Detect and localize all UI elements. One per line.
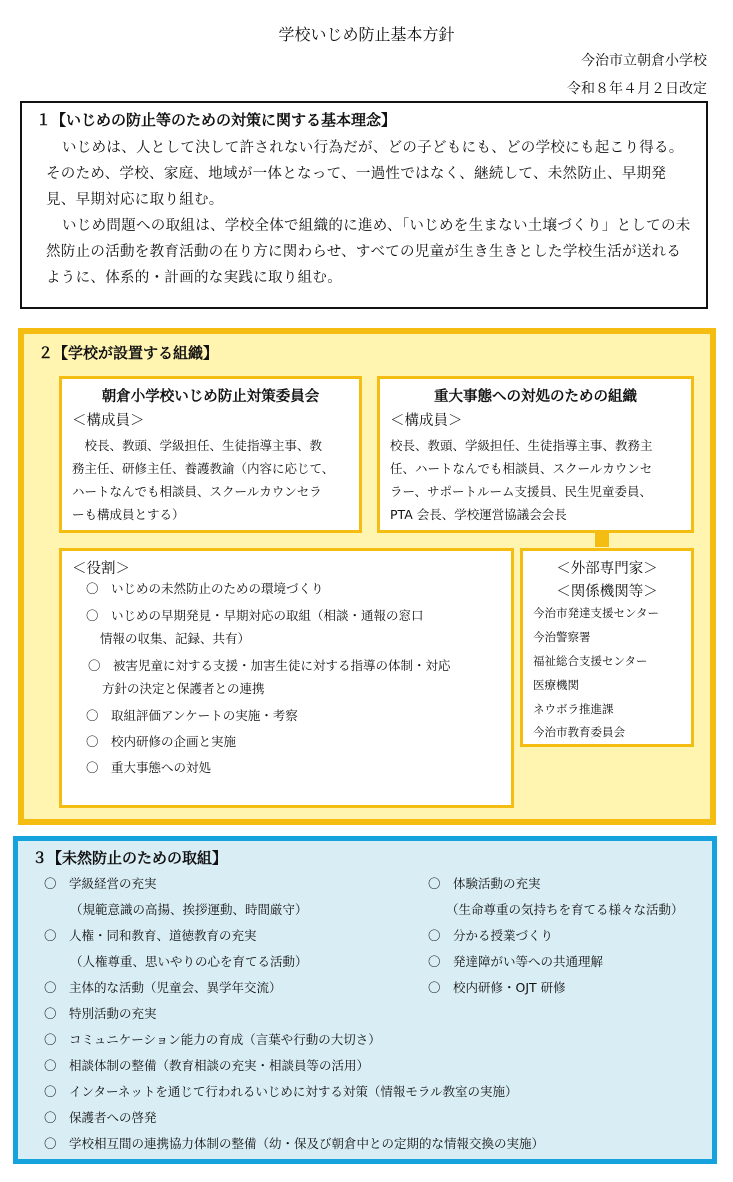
- crisis-organization-box: [377, 376, 694, 533]
- experts-label: ＜外部専門家＞: [556, 561, 658, 577]
- crisis-members-line: 任、ハートなんでも相談員、スクールカウンセ: [390, 461, 653, 476]
- role-item-continued: 方針の決定と保護者との連携: [102, 681, 265, 696]
- prevention-item: 〇 保護者への啓発: [44, 1110, 157, 1125]
- prevention-item: 〇 学級経営の充実: [44, 876, 157, 891]
- committee-members-line: 校長、教頭、学級担任、生徒指導主事、教: [72, 438, 323, 453]
- expert-item: 福祉総合支援センター: [533, 654, 648, 668]
- prevention-item-detail: （人権尊重、思いやりの心を育てる活動）: [70, 954, 308, 969]
- crisis-members-line: ラー、サポートルーム支援員、民生児童委員、: [390, 484, 653, 499]
- crisis-members-line: PTA 会長、学校運営協議会会長: [390, 507, 567, 522]
- school-name: 今治市立朝倉小学校: [581, 53, 707, 69]
- section-basic-philosophy: [20, 101, 708, 309]
- prevention-item: 〇 コミュニケーション能力の育成（言葉や行動の大切さ）: [44, 1032, 381, 1047]
- crisis-title: 重大事態への対処のための組織: [434, 389, 637, 405]
- prevention-item: 〇 分かる授業づくり: [428, 928, 554, 943]
- prevention-item-detail: （規範意識の高揚、挨拶運動、時間厳守）: [70, 902, 308, 917]
- section-prevention: [13, 836, 717, 1164]
- section1-heading: １【いじめの防止等のための対策に関する基本理念】: [36, 111, 397, 129]
- section-organization: [18, 328, 716, 825]
- committee-members-line: ーも構成員とする）: [72, 507, 185, 522]
- committee-title: 朝倉小学校いじめ防止対策委員会: [101, 389, 320, 405]
- role-item: 〇 いじめの未然防止のための環境づくり: [86, 581, 324, 596]
- page-title: 学校いじめ防止基本方針: [278, 25, 455, 44]
- prevention-item-detail: （生命尊重の気持ちを育てる様々な活動）: [446, 902, 684, 917]
- expert-item: 医療機関: [533, 678, 579, 692]
- section2-heading: ２【学校が設置する組織】: [38, 344, 219, 362]
- role-item: 〇 被害児童に対する支援・加害生徒に対する指導の体制・対応: [88, 658, 451, 673]
- roles-label: ＜役割＞: [72, 561, 130, 577]
- prevention-item: 〇 体験活動の充実: [428, 876, 541, 891]
- role-item-continued: 情報の収集、記録、共有）: [100, 631, 251, 646]
- prevention-item: 〇 特別活動の充実: [44, 1006, 157, 1021]
- expert-item: 今治市教育委員会: [533, 725, 625, 739]
- role-item: 〇 校内研修の企画と実施: [86, 734, 237, 749]
- role-item: 〇 重大事態への対処: [86, 760, 212, 775]
- section1-paragraph-2: いじめ問題への取組は、学校全体で組織的に進め、「いじめを生まない土壌づくり」としての未然防止の活動を教育活動の在り方に関わらせ、すべての児童が生き生きとした学校生活が送れるように、体系的・計画的な実践に取り組む。: [46, 218, 691, 286]
- prevention-item: 〇 インターネットを通じて行われるいじめに対する対策（情報モラル教室の実施）: [44, 1084, 518, 1099]
- prevention-item: 〇 主体的な活動（児童会、異学年交流）: [44, 980, 282, 995]
- expert-item: 今治警察署: [533, 630, 591, 644]
- role-item: 〇 いじめの早期発見・早期対応の取組（相談・通報の窓口: [86, 608, 424, 623]
- revision-date: 令和８年４月２日改定: [567, 81, 707, 97]
- section1-paragraph-1: いじめは、人として決して許されない行為だが、どの子どもにも、どの学校にも起こり得る。そのため、学校、家庭、地域が一体となって、一過性ではなく、継続して、未然防止、早期発見、早期対応に取り組む。: [46, 140, 684, 208]
- prevention-item: 〇 学校相互間の連携協力体制の整備（幼・保及び朝倉中との定期的な情報交換の実施）: [44, 1136, 545, 1151]
- agencies-label: ＜関係機関等＞: [556, 584, 658, 600]
- expert-item: 今治市発達支援センター: [533, 606, 660, 620]
- prevention-item: 〇 相談体制の整備（教育相談の充実・相談員等の活用）: [44, 1058, 370, 1073]
- crisis-members-label: ＜構成員＞: [390, 413, 463, 429]
- prevention-item: 〇 人権・同和教育、道徳教育の充実: [44, 928, 257, 943]
- section3-heading: ３【未然防止のための取組】: [32, 849, 228, 867]
- committee-members-label: ＜構成員＞: [72, 413, 145, 429]
- prevention-item: 〇 校内研修・OJT 研修: [428, 980, 566, 995]
- crisis-members-line: 校長、教頭、学級担任、生徒指導主事、教務主: [390, 438, 653, 453]
- connector-bar: [595, 533, 609, 547]
- committee-members-line: 務主任、研修主任、養護教諭（内容に応じて、: [72, 461, 335, 476]
- role-item: 〇 取組評価アンケートの実施・考察: [86, 708, 298, 723]
- roles-box: [59, 548, 514, 808]
- external-experts-box: [520, 548, 694, 747]
- committee-members-line: ハートなんでも相談員、スクールカウンセラ: [72, 484, 322, 499]
- expert-item: ネウボラ推進課: [533, 702, 614, 716]
- prevention-item: 〇 発達障がい等への共通理解: [428, 954, 604, 969]
- committee-box: [59, 376, 362, 533]
